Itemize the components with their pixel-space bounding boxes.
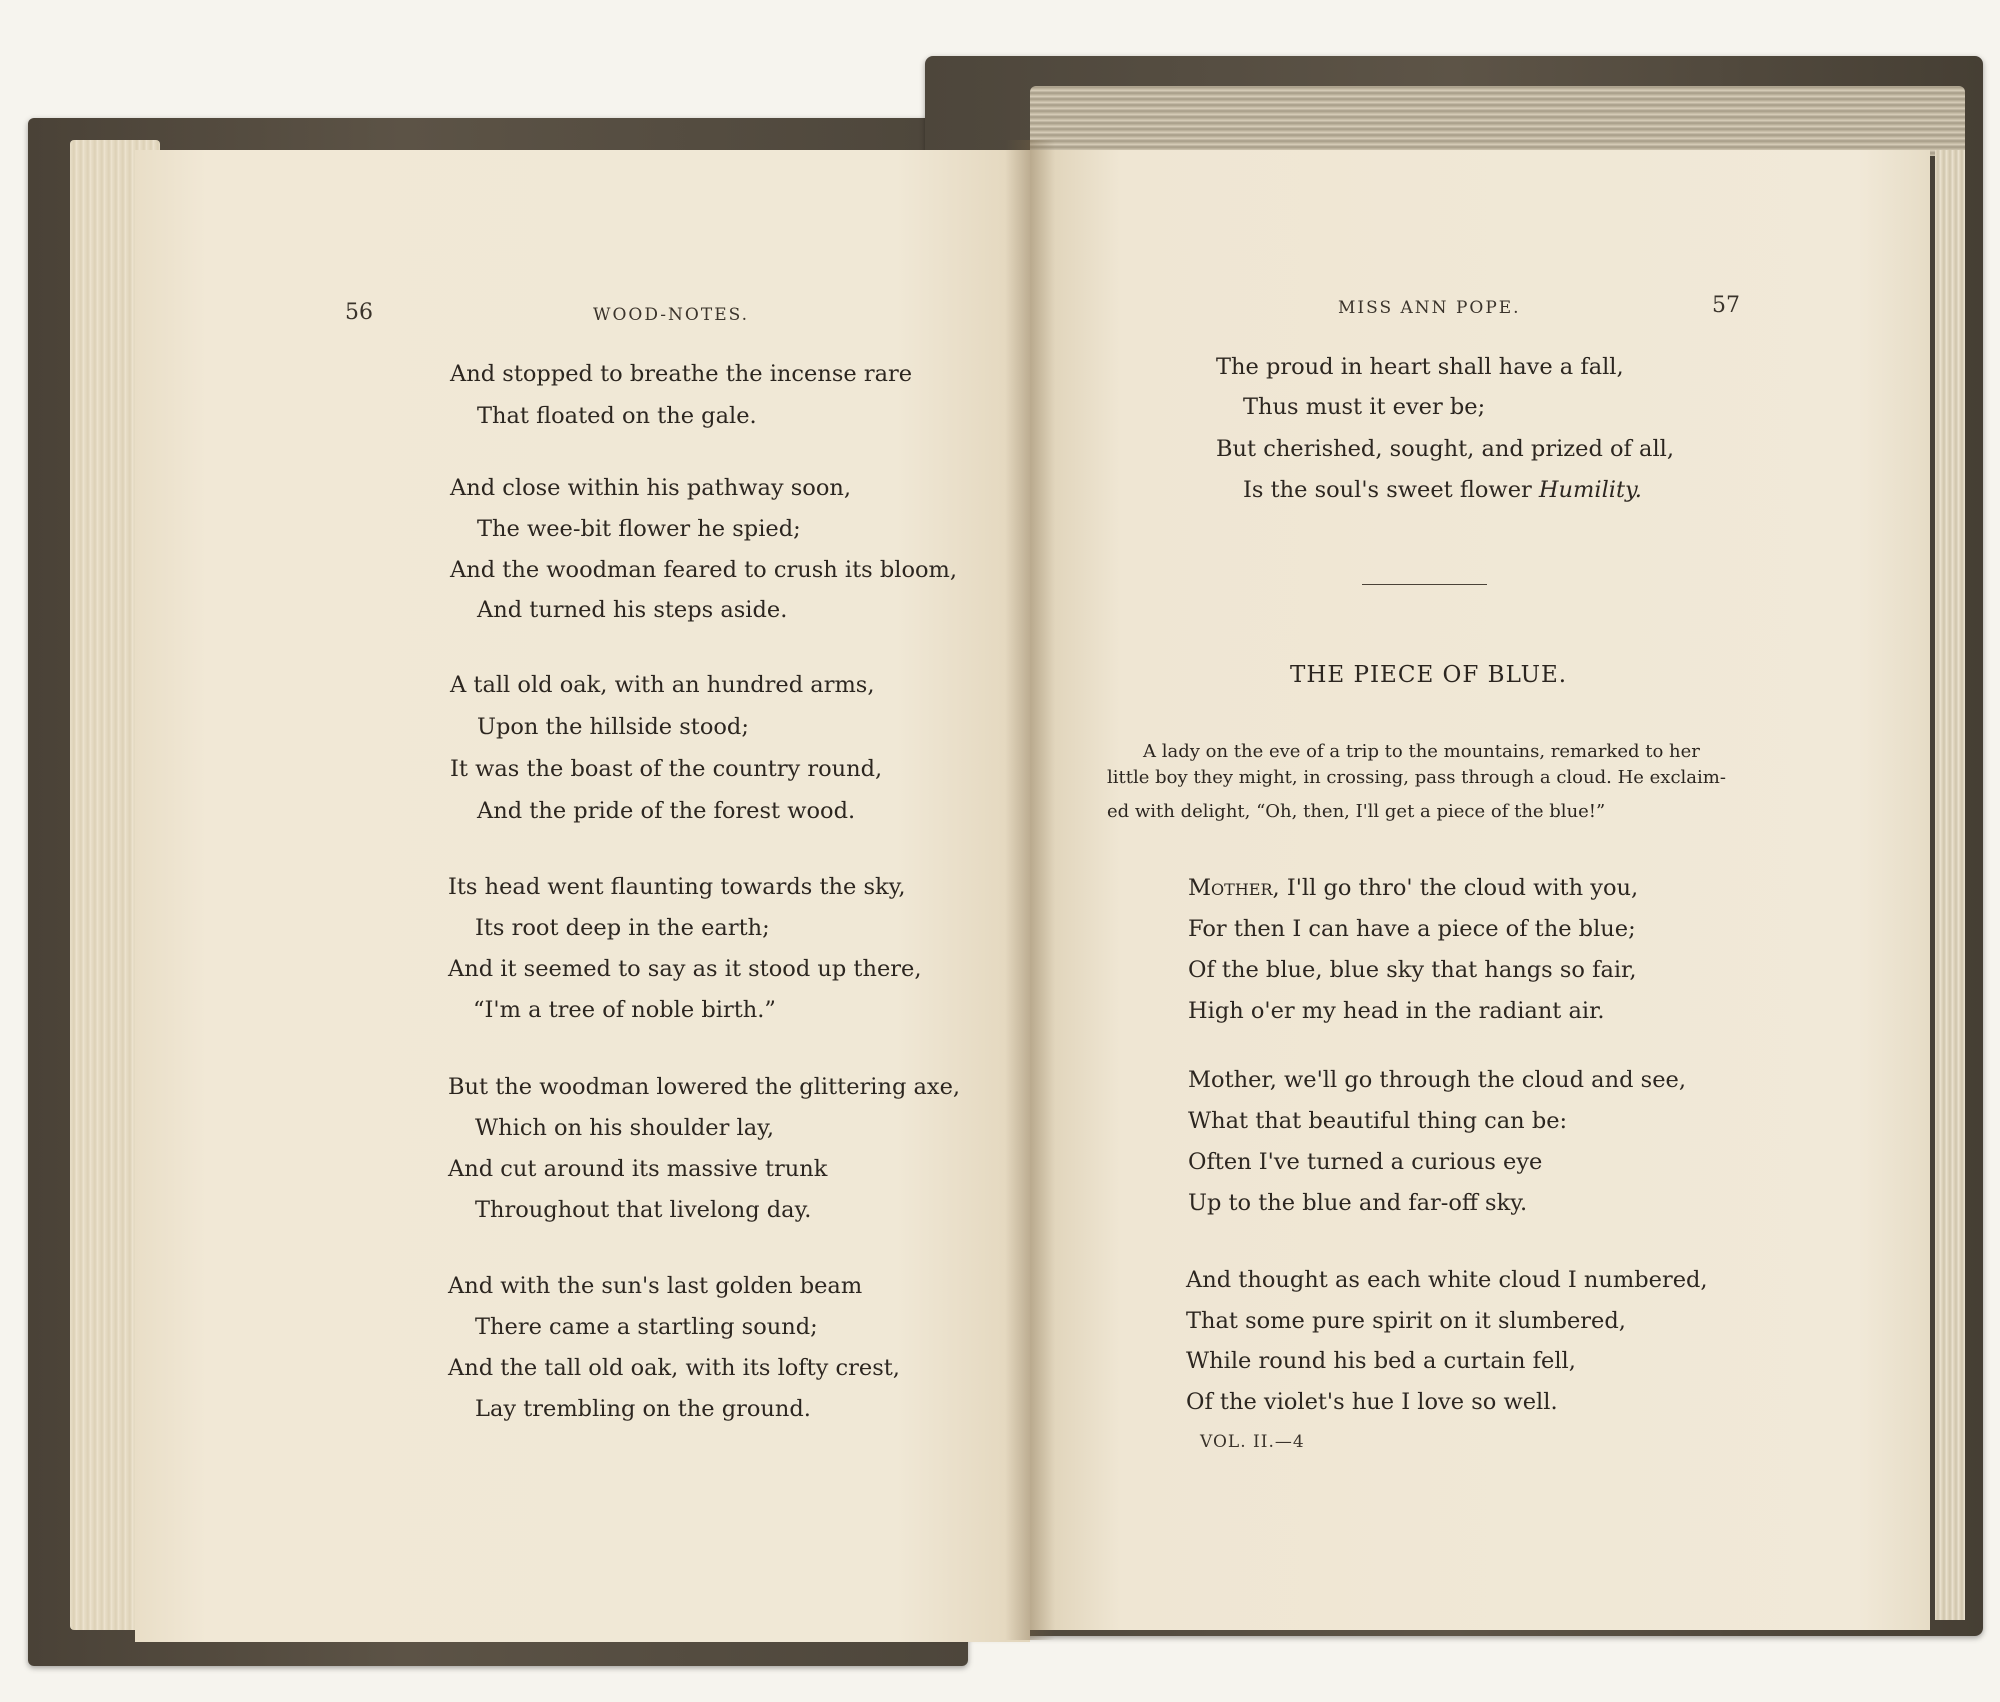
poem-line: Its head went flaunting towards the sky, [448,874,906,900]
poem-line [1243,476,1642,504]
poem-line: Up to the blue and far-off sky. [1188,1190,1528,1216]
poem-line: Mother, we'll go through the cloud and see, [1188,1067,1686,1093]
poem-title: THE PIECE OF BLUE. [1290,662,1568,688]
poem-line-text: I'll go thro' the cloud with you, [1279,875,1639,901]
right-running-head: MISS ANN POPE. [1338,298,1521,318]
page-edges-top [1030,86,1965,156]
intro-line: ed with delight, “Oh, then, I'll get a piece of the blue!” [1107,801,1606,822]
poem-line: High o'er my head in the radiant air. [1188,998,1605,1024]
poem-line: Throughout that livelong day. [475,1197,812,1223]
poem-line: And thought as each white cloud I numbered, [1186,1267,1708,1293]
poem-line: A tall old oak, with an hundred arms, [450,672,875,698]
poem-line: And turned his steps aside. [477,597,788,623]
poem-line: There came a startling sound; [475,1314,818,1340]
poem-line: But cherished, sought, and prized of all, [1216,436,1674,462]
poem-line: Lay trembling on the ground. [475,1396,811,1422]
poem-line: And it seemed to say as it stood up there, [448,956,922,982]
italic-word: Humility. [1538,477,1642,503]
left-page-number: 56 [345,300,373,325]
poem-line: And the tall old oak, with its lofty crest, [448,1355,900,1381]
poem-line: And stopped to breathe the incense rare [450,361,913,387]
signature-mark: VOL. II.—4 [1200,1432,1305,1452]
book-gutter [1005,140,1055,1640]
poem-line: Often I've turned a curious eye [1188,1149,1543,1175]
poem-line: And the pride of the forest wood. [477,798,856,824]
intro-line: A lady on the eve of a trip to the mountains, remarked to her [1143,741,1700,762]
poem-line: And the woodman feared to crush its bloom, [450,557,958,583]
poem-line: While round his bed a curtain fell, [1186,1348,1576,1374]
poem-line: The wee-bit flower he spied; [477,516,801,542]
poem-line: Which on his shoulder lay, [475,1115,775,1141]
poem-line: That some pure spirit on it slumbered, [1186,1308,1626,1334]
poem-line-text: Is the soul's sweet flower [1243,477,1539,503]
poem-line: Of the blue, blue sky that hangs so fair, [1188,957,1637,983]
right-page-number: 57 [1712,293,1740,318]
poem-line: The proud in heart shall have a fall, [1216,354,1624,380]
left-running-head: WOOD-NOTES. [593,305,750,325]
poem-line: Its root deep in the earth; [475,915,770,941]
poem-line: It was the boast of the country round, [450,756,883,782]
poem-line: Upon the hillside stood; [477,714,749,740]
poem-line: And close within his pathway soon, [450,475,852,501]
poem-line: And cut around its massive trunk [448,1156,828,1182]
poem-line: Thus must it ever be; [1243,394,1486,420]
first-word: Mother, [1188,875,1280,901]
poem-line [1188,874,1638,902]
poem-line: “I'm a tree of noble birth.” [473,997,776,1023]
poem-line: But the woodman lowered the glittering axe, [448,1074,961,1100]
section-divider [1362,584,1487,585]
poem-line: For then I can have a piece of the blue; [1188,916,1636,942]
poem-line: What that beautiful thing can be: [1188,1108,1568,1134]
page-edges-right [1935,150,1965,1620]
poem-line: That floated on the gale. [477,403,757,429]
intro-line: little boy they might, in crossing, pass through a cloud. He exclaim- [1107,767,1726,788]
poem-line: Of the violet's hue I love so well. [1186,1389,1558,1415]
poem-line: And with the sun's last golden beam [448,1273,863,1299]
